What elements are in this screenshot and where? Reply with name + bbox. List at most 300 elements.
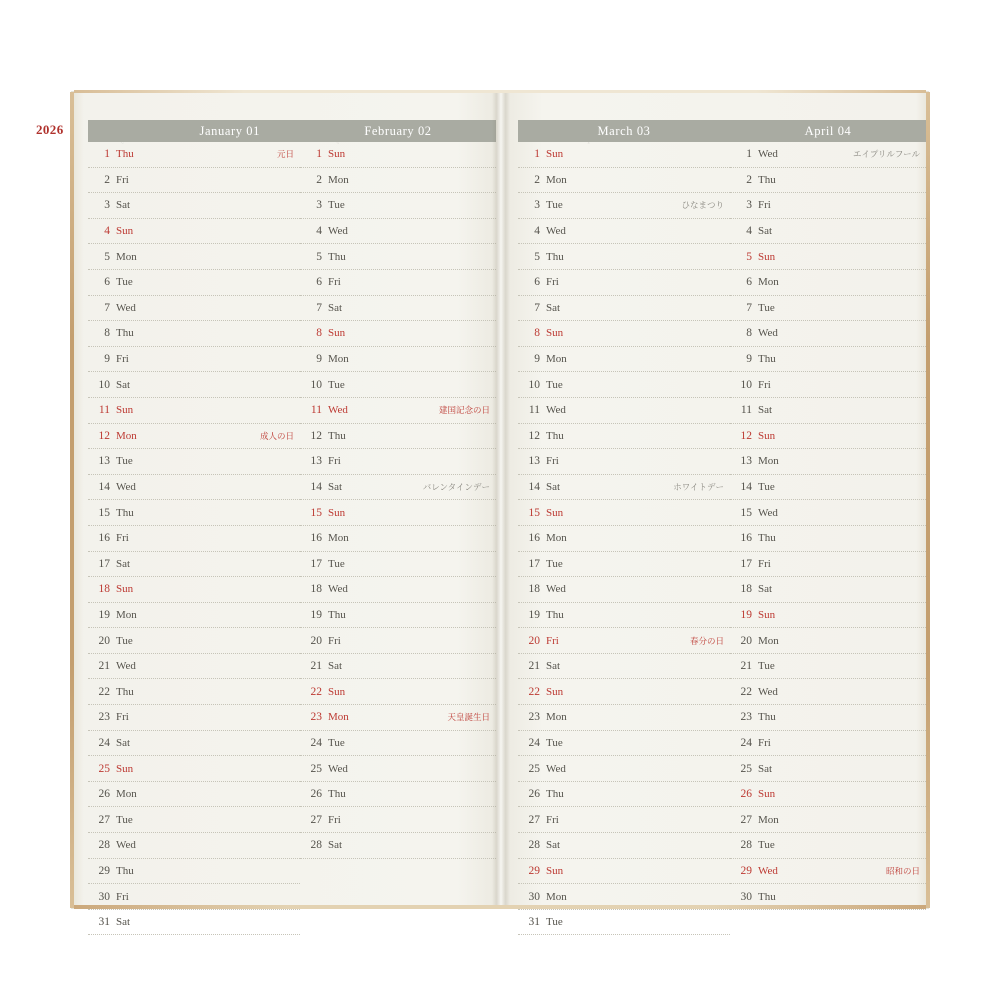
month-column-march	[518, 92, 730, 929]
day-weekday: Sat	[116, 199, 131, 212]
day-row[interactable]	[300, 424, 496, 450]
day-row[interactable]	[730, 833, 926, 859]
day-row[interactable]	[518, 756, 730, 782]
day-number: 1	[104, 148, 110, 161]
day-number: 23	[310, 711, 322, 724]
day-row[interactable]	[518, 526, 730, 552]
day-list-february	[300, 142, 496, 859]
day-row[interactable]	[88, 321, 300, 347]
day-number: 12	[528, 429, 540, 442]
day-number: 9	[534, 353, 540, 366]
day-number: 4	[746, 225, 752, 238]
day-weekday: Fri	[758, 378, 771, 391]
day-weekday: Mon	[328, 173, 349, 186]
day-weekday: Tue	[546, 199, 563, 212]
month-header-march	[518, 120, 730, 142]
day-weekday: Thu	[758, 890, 776, 903]
day-weekday: Mon	[758, 455, 779, 468]
day-number: 3	[534, 199, 540, 212]
day-row[interactable]	[88, 193, 300, 219]
day-weekday: Fri	[758, 199, 771, 212]
day-number: 25	[740, 762, 752, 775]
day-row[interactable]	[730, 372, 926, 398]
day-number: 25	[98, 762, 110, 775]
day-weekday: Thu	[328, 788, 346, 801]
day-weekday: Wed	[546, 762, 566, 775]
day-row[interactable]	[300, 807, 496, 833]
day-number: 10	[310, 378, 322, 391]
day-number: 23	[740, 711, 752, 724]
day-row[interactable]	[88, 449, 300, 475]
day-number: 1	[746, 148, 752, 161]
day-weekday: Sun	[758, 788, 776, 801]
day-weekday: Sat	[116, 378, 131, 391]
day-number: 6	[746, 276, 752, 289]
day-weekday: Tue	[546, 557, 563, 570]
day-row[interactable]	[88, 398, 300, 424]
day-number: 26	[98, 788, 110, 801]
day-weekday: Sun	[546, 685, 564, 698]
day-row[interactable]	[88, 424, 300, 450]
day-number: 8	[316, 327, 322, 340]
day-weekday: Sat	[328, 301, 343, 314]
day-number: 21	[98, 660, 110, 673]
day-row[interactable]	[300, 168, 496, 194]
day-weekday: Fri	[328, 813, 341, 826]
day-weekday: Sat	[328, 481, 343, 494]
day-row[interactable]	[730, 756, 926, 782]
day-number: 1	[316, 148, 322, 161]
day-row[interactable]	[88, 500, 300, 526]
day-row[interactable]	[518, 833, 730, 859]
day-row[interactable]	[730, 603, 926, 629]
day-row[interactable]	[730, 219, 926, 245]
day-number: 15	[98, 506, 110, 519]
day-number: 18	[98, 583, 110, 596]
day-row[interactable]	[518, 270, 730, 296]
day-row[interactable]	[730, 859, 926, 885]
day-weekday: Tue	[116, 276, 133, 289]
day-row[interactable]	[730, 526, 926, 552]
month-column-january	[36, 92, 300, 929]
day-row[interactable]	[300, 603, 496, 629]
day-weekday: Sat	[758, 225, 773, 238]
day-row[interactable]	[518, 603, 730, 629]
day-row[interactable]	[300, 705, 496, 731]
day-number: 28	[310, 839, 322, 852]
day-note: ひなまつり	[681, 201, 724, 212]
day-number: 30	[740, 890, 752, 903]
day-number: 13	[98, 455, 110, 468]
day-number: 29	[740, 864, 752, 877]
day-row[interactable]	[88, 244, 300, 270]
day-weekday: Tue	[116, 634, 133, 647]
day-weekday: Mon	[546, 173, 567, 186]
day-number: 4	[316, 225, 322, 238]
day-row[interactable]	[88, 475, 300, 501]
day-row[interactable]	[300, 475, 496, 501]
day-row[interactable]	[730, 244, 926, 270]
day-weekday: Wed	[758, 506, 778, 519]
day-note: 建国記念の日	[438, 406, 490, 417]
day-number: 15	[740, 506, 752, 519]
day-row[interactable]	[730, 628, 926, 654]
day-weekday: Mon	[328, 353, 349, 366]
day-row[interactable]	[300, 628, 496, 654]
day-weekday: Thu	[546, 608, 564, 621]
day-weekday: Sun	[546, 506, 564, 519]
day-list-april	[730, 142, 926, 910]
day-number: 28	[98, 839, 110, 852]
day-row[interactable]	[518, 347, 730, 373]
day-row[interactable]	[88, 168, 300, 194]
day-row[interactable]	[88, 679, 300, 705]
day-number: 21	[528, 660, 540, 673]
day-weekday: Sun	[758, 608, 776, 621]
day-number: 11	[310, 404, 322, 417]
day-weekday: Sat	[116, 916, 131, 929]
day-weekday: Wed	[546, 225, 566, 238]
day-number: 23	[98, 711, 110, 724]
day-note: エイプリルフール	[853, 150, 920, 161]
day-row[interactable]	[518, 552, 730, 578]
day-row[interactable]	[300, 372, 496, 398]
day-number: 19	[310, 608, 322, 621]
day-weekday: Mon	[116, 608, 137, 621]
day-weekday: Sat	[546, 301, 561, 314]
day-row[interactable]	[300, 219, 496, 245]
day-row[interactable]	[730, 270, 926, 296]
day-weekday: Thu	[116, 148, 134, 161]
day-weekday: Fri	[116, 353, 129, 366]
day-row[interactable]	[730, 296, 926, 322]
day-row[interactable]	[518, 705, 730, 731]
day-weekday: Sun	[546, 327, 564, 340]
day-number: 28	[740, 839, 752, 852]
day-number: 7	[534, 301, 540, 314]
day-number: 9	[316, 353, 322, 366]
day-weekday: Sun	[328, 685, 346, 698]
day-row[interactable]	[88, 731, 300, 757]
day-weekday: Mon	[546, 890, 567, 903]
day-row[interactable]	[518, 398, 730, 424]
day-weekday: Thu	[328, 429, 346, 442]
day-row[interactable]	[518, 654, 730, 680]
day-number: 5	[746, 250, 752, 263]
day-number: 2	[104, 173, 110, 186]
day-number: 12	[98, 429, 110, 442]
day-row[interactable]	[518, 475, 730, 501]
day-list-march	[518, 142, 730, 935]
day-number: 23	[528, 711, 540, 724]
month-header-april	[730, 120, 926, 142]
day-weekday: Wed	[328, 404, 348, 417]
day-number: 11	[528, 404, 540, 417]
day-row[interactable]	[730, 449, 926, 475]
day-row[interactable]	[300, 398, 496, 424]
day-weekday: Fri	[546, 813, 559, 826]
day-number: 18	[528, 583, 540, 596]
day-number: 24	[98, 736, 110, 749]
day-row[interactable]	[518, 424, 730, 450]
day-note: 天皇誕生日	[447, 713, 490, 724]
day-weekday: Sun	[758, 250, 776, 263]
day-number: 13	[528, 455, 540, 468]
day-row[interactable]	[300, 449, 496, 475]
day-number: 21	[310, 660, 322, 673]
day-weekday: Fri	[328, 455, 341, 468]
day-weekday: Thu	[546, 429, 564, 442]
day-weekday: Thu	[328, 250, 346, 263]
day-row[interactable]	[88, 526, 300, 552]
day-row[interactable]	[88, 628, 300, 654]
day-row[interactable]	[518, 782, 730, 808]
day-number: 22	[740, 685, 752, 698]
day-number: 6	[104, 276, 110, 289]
day-note: 元日	[276, 150, 294, 161]
month-title: March 03	[597, 123, 651, 138]
day-weekday: Tue	[116, 813, 133, 826]
day-row[interactable]	[730, 731, 926, 757]
day-row[interactable]	[518, 500, 730, 526]
day-row[interactable]	[300, 654, 496, 680]
day-weekday: Sat	[116, 736, 131, 749]
day-row[interactable]	[518, 168, 730, 194]
day-row[interactable]	[730, 654, 926, 680]
day-weekday: Tue	[758, 839, 775, 852]
day-number: 22	[98, 685, 110, 698]
day-row[interactable]	[730, 782, 926, 808]
day-number: 11	[98, 404, 110, 417]
day-row[interactable]	[88, 219, 300, 245]
day-row[interactable]	[300, 731, 496, 757]
month-title: February 02	[364, 123, 432, 138]
day-weekday: Sun	[546, 148, 564, 161]
day-row[interactable]	[518, 219, 730, 245]
day-row[interactable]	[300, 296, 496, 322]
day-weekday: Sun	[116, 404, 134, 417]
day-number: 14	[98, 481, 110, 494]
day-weekday: Thu	[758, 173, 776, 186]
month-header-january	[36, 120, 300, 142]
day-weekday: Thu	[758, 353, 776, 366]
day-weekday: Thu	[116, 685, 134, 698]
day-row[interactable]	[300, 270, 496, 296]
day-number: 27	[740, 813, 752, 826]
day-row[interactable]	[300, 193, 496, 219]
day-row[interactable]	[730, 705, 926, 731]
day-row[interactable]	[300, 833, 496, 859]
day-weekday: Sat	[758, 583, 773, 596]
day-number: 7	[316, 301, 322, 314]
day-weekday: Fri	[116, 532, 129, 545]
day-row[interactable]	[730, 321, 926, 347]
month-columns	[36, 92, 928, 929]
day-weekday: Wed	[546, 583, 566, 596]
day-number: 24	[528, 736, 540, 749]
day-row[interactable]	[300, 679, 496, 705]
day-weekday: Mon	[546, 353, 567, 366]
day-number: 22	[528, 685, 540, 698]
day-row[interactable]	[300, 500, 496, 526]
day-number: 15	[310, 506, 322, 519]
day-number: 30	[98, 890, 110, 903]
day-row[interactable]	[88, 910, 300, 936]
day-row[interactable]	[88, 654, 300, 680]
day-number: 14	[740, 481, 752, 494]
day-weekday: Tue	[328, 557, 345, 570]
day-row[interactable]	[300, 756, 496, 782]
day-number: 3	[104, 199, 110, 212]
day-row[interactable]	[300, 526, 496, 552]
day-row[interactable]	[88, 270, 300, 296]
day-note: 春分の日	[689, 636, 724, 647]
day-number: 9	[746, 353, 752, 366]
day-row[interactable]	[730, 347, 926, 373]
day-weekday: Mon	[116, 788, 137, 801]
day-row[interactable]	[88, 807, 300, 833]
day-number: 2	[746, 173, 752, 186]
day-row[interactable]	[88, 705, 300, 731]
day-row[interactable]	[88, 756, 300, 782]
day-row[interactable]	[88, 577, 300, 603]
day-weekday: Tue	[328, 736, 345, 749]
day-row[interactable]	[300, 321, 496, 347]
day-weekday: Sun	[116, 583, 134, 596]
day-row[interactable]	[730, 398, 926, 424]
day-weekday: Sun	[116, 762, 134, 775]
day-number: 14	[528, 481, 540, 494]
day-row[interactable]	[518, 193, 730, 219]
day-note: バレンタインデー	[422, 483, 490, 494]
day-number: 2	[534, 173, 540, 186]
day-row[interactable]	[300, 347, 496, 373]
day-number: 6	[316, 276, 322, 289]
day-weekday: Fri	[758, 736, 771, 749]
day-number: 17	[310, 557, 322, 570]
day-weekday: Mon	[328, 711, 349, 724]
day-number: 8	[534, 327, 540, 340]
day-weekday: Sun	[328, 506, 346, 519]
day-number: 12	[310, 429, 322, 442]
day-weekday: Sat	[758, 404, 773, 417]
day-row[interactable]	[300, 142, 496, 168]
day-row[interactable]	[518, 449, 730, 475]
day-weekday: Wed	[116, 660, 136, 673]
day-row[interactable]	[518, 679, 730, 705]
day-row[interactable]	[88, 372, 300, 398]
day-weekday: Sat	[328, 660, 343, 673]
day-weekday: Mon	[758, 276, 779, 289]
day-row[interactable]	[88, 347, 300, 373]
day-note: 昭和の日	[885, 866, 920, 877]
day-number: 12	[740, 429, 752, 442]
day-weekday: Fri	[546, 634, 559, 647]
month-column-february	[300, 92, 496, 908]
day-weekday: Fri	[116, 890, 129, 903]
day-number: 17	[740, 557, 752, 570]
day-row[interactable]	[730, 679, 926, 705]
day-number: 16	[528, 532, 540, 545]
day-weekday: Fri	[546, 276, 559, 289]
day-weekday: Fri	[116, 711, 129, 724]
day-note: ホワイトデー	[673, 483, 724, 494]
day-row[interactable]	[730, 193, 926, 219]
day-row[interactable]	[300, 782, 496, 808]
day-row[interactable]	[88, 833, 300, 859]
day-list-january	[88, 142, 300, 935]
day-number: 16	[740, 532, 752, 545]
day-row[interactable]	[730, 500, 926, 526]
day-number: 10	[528, 378, 540, 391]
day-row[interactable]	[300, 552, 496, 578]
day-row[interactable]	[730, 577, 926, 603]
day-number: 22	[310, 685, 322, 698]
day-weekday: Fri	[328, 634, 341, 647]
day-row[interactable]	[88, 782, 300, 808]
month-column-april	[730, 92, 926, 908]
day-row[interactable]	[518, 859, 730, 885]
day-number: 29	[528, 864, 540, 877]
day-row[interactable]	[730, 168, 926, 194]
day-row[interactable]	[730, 475, 926, 501]
day-row[interactable]	[88, 859, 300, 885]
day-row[interactable]	[518, 321, 730, 347]
day-weekday: Tue	[546, 916, 563, 929]
month-title: April 04	[804, 123, 852, 138]
day-weekday: Mon	[546, 532, 567, 545]
day-number: 7	[746, 301, 752, 314]
day-row[interactable]	[730, 552, 926, 578]
day-number: 17	[528, 557, 540, 570]
day-row[interactable]	[518, 628, 730, 654]
day-row[interactable]	[518, 296, 730, 322]
day-weekday: Fri	[758, 557, 771, 570]
day-number: 19	[98, 608, 110, 621]
day-weekday: Sat	[328, 839, 343, 852]
day-row[interactable]	[88, 603, 300, 629]
day-row[interactable]	[300, 244, 496, 270]
day-number: 16	[98, 532, 110, 545]
day-weekday: Thu	[546, 250, 564, 263]
day-weekday: Sun	[758, 429, 776, 442]
day-number: 26	[528, 788, 540, 801]
day-row[interactable]	[518, 372, 730, 398]
day-weekday: Mon	[328, 532, 349, 545]
day-row[interactable]	[518, 577, 730, 603]
day-weekday: Thu	[116, 864, 134, 877]
day-row[interactable]	[300, 577, 496, 603]
day-row[interactable]	[88, 296, 300, 322]
day-number: 3	[746, 199, 752, 212]
day-row[interactable]	[518, 807, 730, 833]
day-row[interactable]	[88, 552, 300, 578]
day-number: 5	[104, 250, 110, 263]
day-row[interactable]	[518, 910, 730, 936]
day-row[interactable]	[730, 424, 926, 450]
day-row[interactable]	[518, 244, 730, 270]
day-row[interactable]	[730, 142, 926, 168]
day-row[interactable]	[518, 142, 730, 168]
day-row[interactable]	[730, 807, 926, 833]
day-weekday: Tue	[116, 455, 133, 468]
day-row[interactable]	[518, 731, 730, 757]
day-weekday: Thu	[546, 788, 564, 801]
day-weekday: Mon	[758, 634, 779, 647]
day-number: 25	[528, 762, 540, 775]
day-row[interactable]	[88, 142, 300, 168]
day-weekday: Thu	[328, 608, 346, 621]
